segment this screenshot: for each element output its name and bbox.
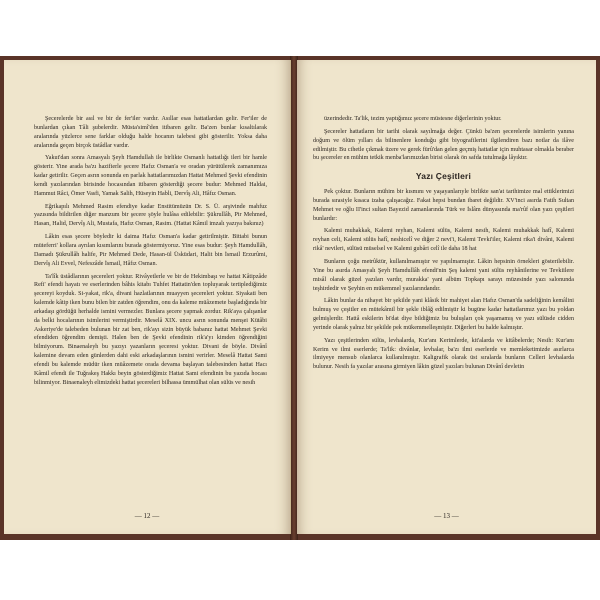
- left-page-body: [34, 115, 267, 387]
- left-paragraph: Eğrikapılı Mehmed Rasim efendiye kadar Enstitümüzün Dr. S. Ü. arşivinde mahfuz yazısında bildirilen diğer manzum bir şecere şöyle hulâsa edilebilir: Şükrullâh, Pir Mehmed, Hasan, Halid, Dervîş Ali, Mustafa, Hafız Osman, Rasim. (Hattat Kâmil imzalı yazıya bakınız): [34, 203, 267, 228]
- left-paragraph: Yakut'dan sonra Amasyalı Şeyh Hamdullah ile birlikte Osmanlı hattatlığı ileri bir hamle gösterir. Yine arada ba'zı hazifierle şecere Hafız Osman'a ve oradan yürütülerek zamanımıza kadar getirilir. Geçen asrın sonunda en parlak hattatlarımızdan Hattat Mehmed Şevki efendinin kendi yazılarından birisinde hocasından itibaren gösterdiği şecere budur: Mehmed Haldai, Hammut Râci, Ömer Vasfi, Yamak Salih, Hüseyin Habli, Dervîş Ali, Hâfız Osman.: [34, 155, 267, 197]
- right-paragraph: Bunların çoğu metrûktür, kullanılmamıştır ve yapılmamıştır. Lâkin hepsinin örnekleri gösterilebilir. Yine bu asırda Amasyalı Şeyh Hamdullâh efendi'nin Şeş kalemi yani sülüs reyhânilerine ve Tevkiilere misâl olarak güzel yazıları vardır, murakka' yani albüm Topkapı sarayı müzesinde yazı salonunda teşhirdedir ve Şeyhin en mükemmel yazılarındandır.: [313, 258, 574, 292]
- right-paragraph: üzerindedir. Ta'lik, tezim yaptığımız şecere müstesne diğerlerinin yoktur.: [324, 116, 502, 122]
- right-paragraph: Yazı çeşitlerinden sülüs, levhalarda, Kur'anı Kerimlerde, kit'alarda ve kitâbelerde; Nesih: Kur'anı Kerim ve ilmi eserlerde; Ta'lik: divânlar, levhalar, ba'zı ilmi eserlerde ve memleketimizde asırlarca ilmiyeye mensub olanlarca kullanılmıştır. Kaligrafik olarak üst sıralarda bunların Celleri levhalarda bulunur. Nesih fa yazılar arasına girmiyen lâkin güzel yazıları bulunan Divânî devletin: [313, 337, 574, 371]
- left-page: [4, 60, 291, 534]
- right-paragraph: Şecereler hattatların bir tarihi olarak sayılmağa değer. Çünkü ba'zen şecerelerde isimlerin yanına doğum ve ölüm yılları da bilinenlere konduğu gibi biyografilerini ilgilendiren bazı notlar da ilâve edilmiştir. Bu cihetle çıkmak üzere ve gerek fürû'dan gelen geçmiş hattatlar için muhtasar olmakla beraber bu şecereler en mühim tetkik menba'larımızdan birisi olarak ön safda tutulmağa lâyıktır.: [313, 128, 574, 162]
- right-paragraph: Kalemi muhakkak, Kalemi reyhan, Kalemi sülüs, Kalemi nesih, Kalemi muhakkak hafî, Kalemi reyhan celi, Kalemi sülüs hafî, neshicelî ve diğer 2 nevi'i, Kalemi Tevki'iler, Kalemi rika'i divâni, Kalemi rikâ' nevileri, sülüsü müselsel ve Kalemi gubâri celî ile daha 18 hat: [313, 228, 574, 253]
- right-page-body: [313, 115, 574, 372]
- section-heading: Yazı Çeşitleri: [415, 171, 472, 182]
- page-number: — 13 —: [434, 512, 459, 520]
- left-paragraph: Lâkin esas şecere böyledir ki daima Hafız Osman'a kadar getirilmiştir. Bittabi bunun müteferri' kollara ayrılan kısımlarını burada göstermiyoruz. Yine esas budur: Şeyh Hamdullâh, Damadı Şükrullâh halife, Pir Mehmed Dede, Hasan-ül Üsküdari, Halit bin İsmail Erzurûmi, Dervîş Ali Evvel, Nefeszâde İsmail, Hâfız Osman.: [34, 234, 267, 267]
- right-paragraph: Pek çoktur. Bunların mühim bir kısmını ve yaşayanlarıyle birlikte san'at tarihimize mal ettiklerimizi burada sırasiyle kısaca izaha çalışacağız. Fakat hepsi bundan ibaret değildir. XV'inci asırda Fatih Sultan Mehmet ve oğlu II'inci sultan Bayezid zamanlarında Türk ve İslâm dünyasında ma'rûf olan yazı çeşitleri bunlardır:: [313, 189, 574, 222]
- right-page: [297, 60, 596, 534]
- left-paragraph: Şecerelerde bir asıl ve bir de fer'iler vardır. Asıllar esas hattatlardan gelir. Fer'iler de bunlardan çıkan Tâli şubelerdir. Müsta'simî'den itibaren gelir. Ba'zen bunlar kısaltılarak aralarında yüzlerce sene farklar olduğu halde hocanın talebesi gibi gösterilir. Yoksa daha aralarında geçen birçok üstâdlar vardır.: [34, 116, 267, 149]
- page-number: — 12 —: [134, 512, 160, 520]
- left-paragraph: Ta'lîk üstâdlarının şecereleri yoktur. Rivâyetlerle ve bir de Hekimbaşı ve hattat Kâtipzâde Refi' efendi hayatı ve eserlerinden bâhis kitabı Tuhfet Hattatin'den topluyarak tertiplediğimiz şecereyi koyduk. Si-yakat, rik'a, divani hazlatlarının muayyen şecereleri yoktur. Siyakati ben kalemde kâtip iken bunu bilen bir zatden öğrendim, onu da kaleme müâzemete başladığında bir arkadaşı gördüğü herhalde ismini vermezler. Bunlara şecere yapmak zordur. Rik'aya çalışanlar da belki hocalarının isimlerini vermiştirdir. Meselâ XIX. uncu asrın sonunda menşei Kütâbi Askeriye'de talebeden bulunan bir zat ben, rik'ayı sizin büyük babanız hattat Mehmet Şevki efendiden öğrendim demişti. Halen ben de Şevki efendinin rik'a'yı kimden öğrendiğini bilmiyorum. Binaenaleyh bu yazıyı yazanların şeceresi yoktur. Divani de böyle. Divânî kalemine devam eden günlerden dahi eski arkadaşlarının ismini verirler. Meselâ Hattat Sami efendi bu kalemde müdür iken müâzemete orada devama başlayan talebesinden hattat Hacı Kâmil efendi ile Tuğrakeş Hakkı beyin gösterdiğimiz Hattat Sami efendinin bu yazıda hocası bilinmiyor. Binaenaleyh elimizdeki hattat şecereleri bilhassa ümmülhat olan sülüs ve nesih: [34, 273, 267, 386]
- open-book: [0, 56, 600, 540]
- right-paragraph: Lâkin bunlar da nihayet bir şekilde yani klâsik bir mahiyet alan Hafız Osman'da sadeliğinin kemâlini bulmuş ve çeşitler en mütekâmil bir şekle iblâğ edilmiştir ki bugüne kadar hattatlarımız yazı bu yoldan gelmişlerdir. Hattâ eskilerin bi'dat diye bildiğimiz bu buluşları çok yaşamamış ve yazı sülüsde cidden yerinde olarak yalnız bir şekilde pek mükemmelleşmiştir. Diğerleri bu halde kalmıştır.: [313, 298, 574, 331]
